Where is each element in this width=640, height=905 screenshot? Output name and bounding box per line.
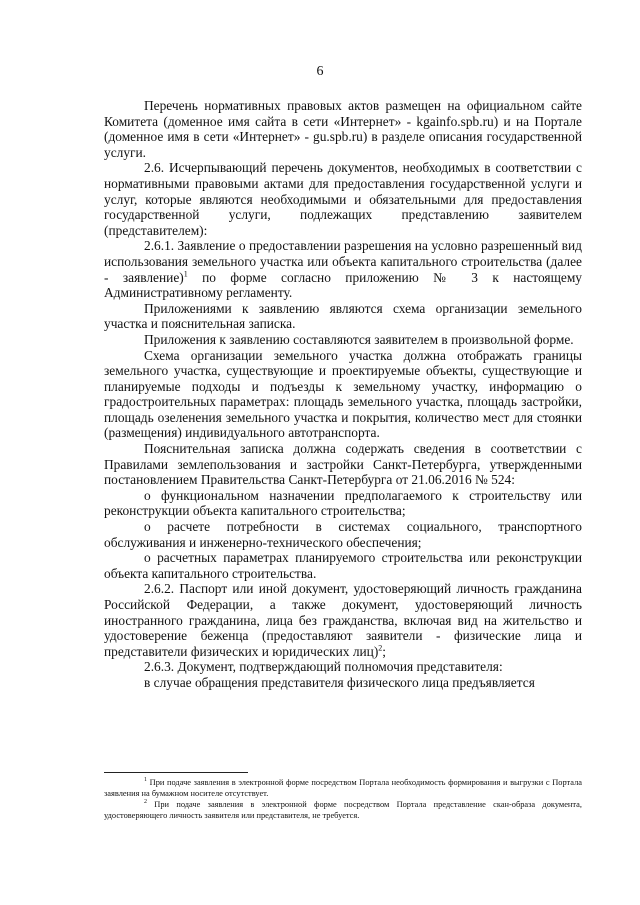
footnote-2 (104, 799, 582, 821)
list-item-needs-calculation: о расчете потребности в системах социального, транспортного обслуживания и инженерно-технического обеспечения; (104, 519, 582, 550)
paragraph-attachments: Приложениями к заявлению являются схема организации земельного участка и пояснительная записка. (104, 300, 582, 332)
footnotes (104, 777, 582, 821)
paragraph-2-6-3: 2.6.3. Документ, подтверждающий полномочия представителя: (144, 659, 503, 675)
paragraph-representative: в случае обращения представителя физического лица предъявляется (144, 674, 535, 690)
paragraph-explanatory-note: Пояснительная записка должна содержать сведения в соответствии с Правилами землепользования и застройки Санкт-Петербурга, утвержденными постановлением Правительства Санкт-Петербурга от 21.06.2016 № 524: (104, 441, 582, 488)
footnote-ref-2: 2 (378, 643, 383, 653)
footnote-1 (104, 777, 582, 799)
paragraph-2-6-2-text-end: ; (382, 643, 387, 659)
paragraph-2-6-1-text-end: по форме согласно приложению № 3 к настоящему Административному регламенту. (104, 269, 582, 301)
paragraph-2-6-2-text: 2.6.2. Паспорт или иной документ, удостоверяющий личность гражданина Российской Федерации, а также документ, удостоверяющий личность иностранного гражданина, лица без гражданства, включая вид на жительство и удостоверение беженца (предоставляют заявители - физические лица и представители физических и юридических лиц) (104, 581, 582, 659)
paragraph-legal-acts-list: Перечень нормативных правовых актов размещен на официальном сайте Комитета (доменное имя сайта в сети «Интернет» - kgainfo.spb.ru) и на Портале (доменное имя в сети «Интернет» - gu.spb.ru) в разделе описания государственной услуги. (104, 98, 582, 160)
list-item-function: о функциональном назначении предполагаемого к строительству или реконструкции объекта капитального строительства; (104, 487, 582, 519)
paragraph-2-6: 2.6. Исчерпывающий перечень документов, необходимых в соответствии с нормативными правовыми актами для предоставления государственной услуги и услуг, которые являются необходимыми и обязательными для предоставления государственной услуги, подлежащих представлению заявителем (представителем): (104, 160, 582, 238)
footnote-1-text: При подаче заявления в электронной форме посредством Портала необходимость формирования и выгрузки с Портала заявления на бумажном носителе отсутствует. (104, 778, 582, 798)
paragraph-2-6-2 (104, 581, 582, 659)
list-item-parameters: о расчетных параметрах планируемого строительства или реконструкции объекта капитального строительства. (104, 550, 582, 581)
footnote-2-mark: 2 (144, 799, 147, 806)
paragraph-2-6-1-text: 2.6.1. Заявление о предоставлении разрешения на условно разрешенный вид использования земельного участка или объекта капитального строительства (далее - заявление) (104, 238, 582, 285)
footnote-2-text: При подаче заявления в электронной форме посредством Портала представление скан-образа документа, удостоверяющего личность заявителя или представителя, не требуется. (104, 800, 582, 820)
paragraph-2-6-1 (104, 238, 582, 300)
paragraph-attachments-form: Приложения к заявлению составляются заявителем в произвольной форме. (144, 331, 574, 347)
footnote-divider (104, 772, 248, 773)
page-number: 6 (316, 64, 324, 79)
paragraph-site-scheme: Схема организации земельного участка должна отображать границы земельного участка, существующие и проектируемые объекты, существующие и планируемые подходы и подъезды к земельному участку, информацию о градостроительных параметрах: площадь земельного участка, площадь застройки, площадь озеленения земельного участка и покрытия, количество мест для стоянки (размещения) индивидуального автотранспорта. (104, 347, 582, 441)
footnote-ref-1: 1 (183, 269, 188, 279)
footnote-1-mark: 1 (144, 777, 147, 784)
document-body (104, 98, 582, 691)
